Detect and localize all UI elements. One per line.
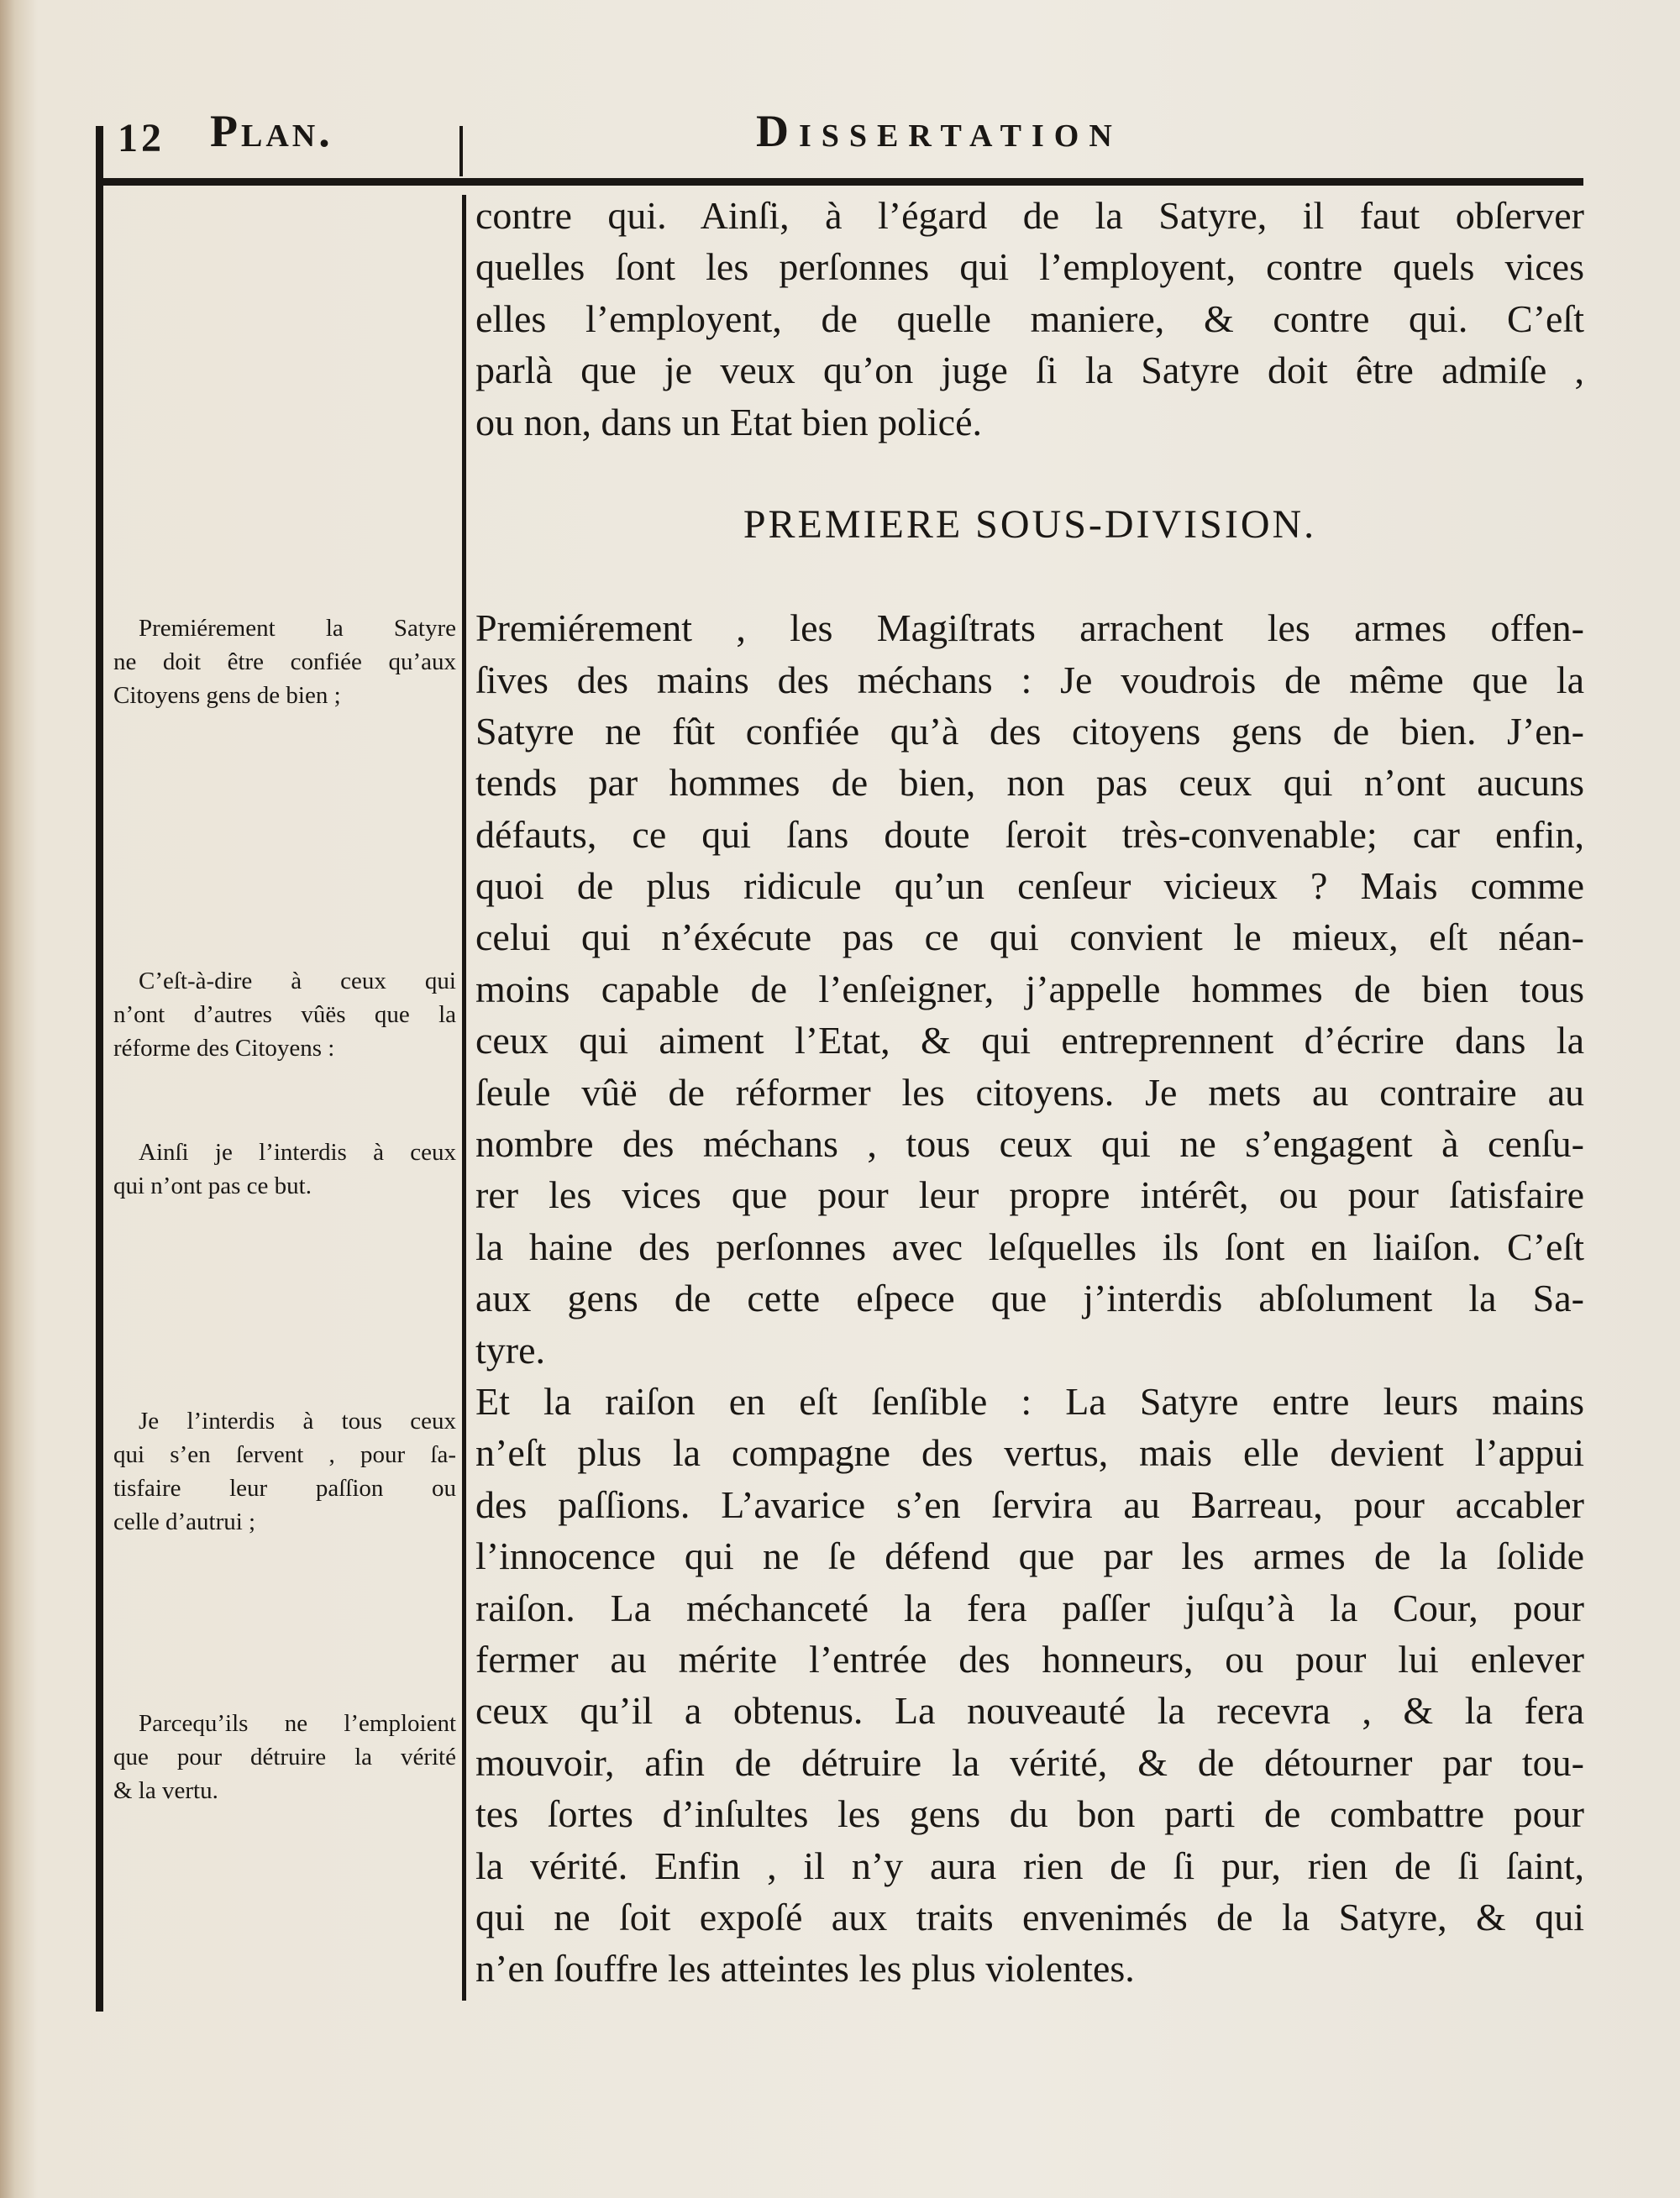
margin-note — [113, 1707, 456, 1807]
text-line: la haine des perſonnes avec leſquelles ils ſont en liaiſon. C’eſt — [475, 1225, 1584, 1268]
margin-note — [113, 611, 456, 712]
running-head-right: Dissertation — [756, 106, 1122, 156]
running-head-left: Plan. — [210, 106, 333, 156]
text-line: rer les vices que pour leur propre intérêt, ou pour ſatisfaire — [475, 1173, 1584, 1217]
margin-note-line: Parcequ’ils ne l’emploient — [139, 1710, 456, 1737]
text-line: elles l’employent, de quelle maniere, & contre qui. C’eſt — [475, 296, 1584, 340]
text-line: mouvoir, afin de détruire la vérité, & de détourner par tou- — [475, 1740, 1584, 1784]
margin-note-line: que pour détruire la vérité — [113, 1744, 456, 1770]
text-line: celui qui n’éxécute pas ce qui convient le mieux, eſt néan- — [475, 915, 1584, 959]
text-line: ceux qu’il a obtenus. La nouveauté la recevra , & la fera — [475, 1689, 1584, 1733]
column-divider — [462, 195, 466, 2001]
text-line: fermer au mérite l’entrée des honneurs, ou pour lui enlever — [475, 1637, 1584, 1681]
text-line: Satyre ne fût confiée qu’à des citoyens gens de bien. J’en- — [475, 709, 1584, 753]
margin-note-line: qui s’en ſervent , pour ſa- — [113, 1441, 456, 1468]
margin-note — [113, 964, 456, 1065]
margin-note-line: Je l’interdis à tous ceux — [139, 1408, 456, 1435]
text-line: des paſſions. L’avarice s’en ſervira au Barreau, pour accabler — [475, 1482, 1584, 1526]
margin-note — [113, 1404, 456, 1539]
margin-note-line: réforme des Citoyens : — [113, 1035, 335, 1062]
margin-note-line: celle d’autrui ; — [113, 1508, 256, 1535]
text-line: ſives des mains des méchans : Je voudrois de même que la — [475, 658, 1584, 701]
text-line: qui ne ſoit expoſé aux traits envenimés de la Satyre, & qui — [475, 1895, 1584, 1938]
margin-note-line: & la vertu. — [113, 1777, 218, 1804]
text-line: l’innocence qui ne ſe défend que par les armes de la ſolide — [475, 1534, 1584, 1578]
text-line: aux gens de cette eſpece que j’interdis abſolument la Sa- — [475, 1277, 1584, 1320]
margin-note-line: n’ont d’autres vûës que la — [113, 1001, 456, 1028]
text-line: contre qui. Ainſi, à l’égard de la Satyre, il faut obſerver — [475, 194, 1584, 237]
text-line: parlà que je veux qu’on juge ſi la Satyre doit être admiſe , — [475, 349, 1584, 392]
margin-note-line: qui n’ont pas ce but. — [113, 1172, 312, 1199]
text-line: tyre. — [475, 1328, 546, 1372]
margin-note-line: Citoyens gens de bien ; — [113, 682, 341, 709]
margin-note-line: Ainſi je l’interdis à ceux — [139, 1139, 456, 1166]
text-line: Et la raiſon en eſt ſenſible : La Satyre entre leurs mains — [475, 1379, 1584, 1423]
page-number: 12 — [118, 116, 165, 160]
header-rule — [97, 178, 1583, 186]
margin-note-line: Premiérement la Satyre — [139, 615, 456, 642]
text-line: défauts, ce qui ſans doute ſeroit très-convenable; car enfin, — [475, 812, 1584, 856]
margin-note-line: C’eſt-à-dire à ceux qui — [139, 968, 456, 994]
text-line: tes ſortes d’inſultes les gens du bon parti de combattre pour — [475, 1792, 1584, 1836]
text-line: n’eſt plus la compagne des vertus, mais elle devient l’appui — [475, 1431, 1584, 1475]
header-divider — [459, 126, 463, 176]
left-margin-rule — [96, 126, 103, 2012]
main-text — [475, 190, 1584, 1995]
text-line: ou non, dans un Etat bien policé. — [475, 400, 982, 443]
text-line — [475, 551, 1584, 602]
text-line: tends par hommes de bien, non pas ceux qui n’ont aucuns — [475, 761, 1584, 805]
text-line: ceux qui aiment l’Etat, & qui entreprennent d’écrire dans la — [475, 1019, 1584, 1062]
text-line: raiſon. La méchanceté la fera paſſer juſqu’à la Cour, pour — [475, 1586, 1584, 1629]
margin-note-line: ne doit être confiée qu’aux — [113, 648, 456, 675]
text-line: ſeule vûë de réformer les citoyens. Je mets au contraire au — [475, 1070, 1584, 1114]
margin-note — [113, 1136, 456, 1203]
text-line: Premiérement , les Magiſtrats arrachent les armes offen- — [475, 606, 1584, 650]
text-line: quelles ſont les perſonnes qui l’employent, contre quels vices — [475, 245, 1584, 289]
section-heading: PREMIERE SOUS-DIVISION. — [743, 502, 1317, 548]
margin-note-line: tisfaire leur paſſion ou — [113, 1475, 456, 1502]
text-line: n’en ſouffre les atteintes les plus violentes. — [475, 1947, 1135, 1991]
text-line: nombre des méchans , tous ceux qui ne s’engagent à cenſu- — [475, 1122, 1584, 1166]
text-line — [475, 448, 1584, 499]
text-line: moins capable de l’enſeigner, j’appelle hommes de bien tous — [475, 967, 1584, 1010]
text-line: quoi de plus ridicule qu’un cenſeur vicieux ? Mais comme — [475, 864, 1584, 908]
text-line: la vérité. Enfin , il n’y aura rien de ſi pur, rien de ſi ſaint, — [475, 1844, 1584, 1887]
